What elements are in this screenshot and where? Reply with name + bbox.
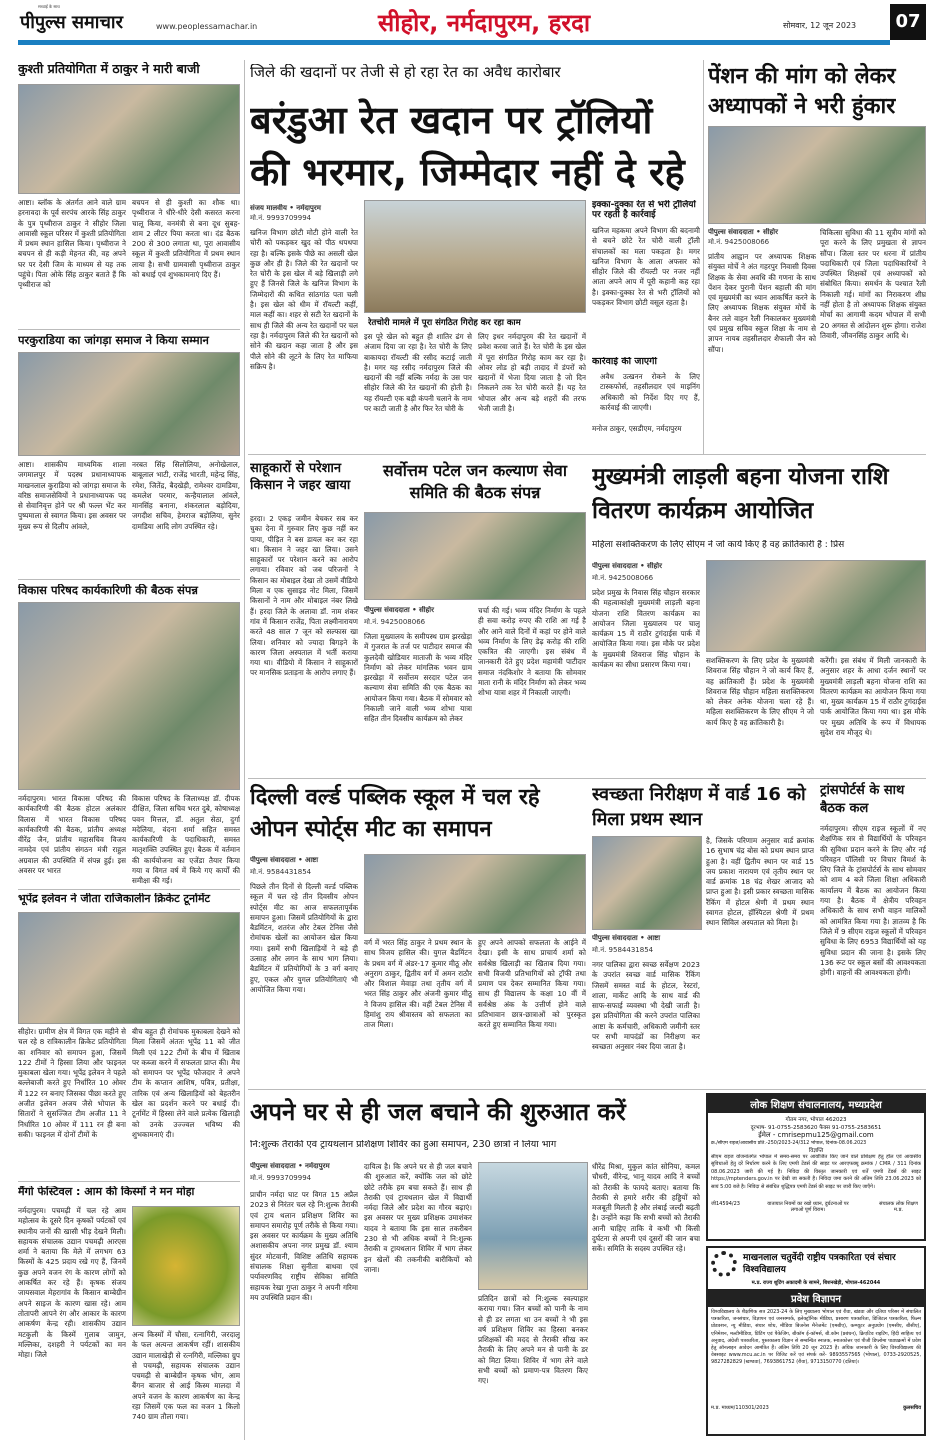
body-pension-2: चिकित्सा सुविधा की 11 सूत्रीय मांगों को पूरा करने के लिए प्रमुखता से ज्ञापन सौंपा। जिला स्तर पर धरना में प्रांतीय पदाधिकारी एवं जिला पदाधिकारियों ने उपस्थित शिक्षकों एवं अध्यापकों को संबोधित किया। समर्थन के पश्चात रैली निकाली गई। मांगों का निराकरण शीघ्र नहीं होता है तो अध्यापक शिक्षक संयुक्त मोर्चा का आगामी कदम भोपाल में सभी 20 अगस्त से आंदोलन शुरू होगा। राजेश तिवारी, जीवनसिंह ठाकुर आदि थे। bbox=[820, 228, 926, 340]
quote-by-ret: मनोज ठाकुर, एसडीएम, नर्मदापुरम bbox=[592, 424, 682, 433]
body-mango-1: नर्मदापुरम। पचमढ़ी में चल रहे आम महोत्सव के दूसरे दिन कृषकों पर्यटकों एवं स्थानीय जनों की खासी भीड़ देखने मिली। सहायक संचालक उद्यान पचमढ़ी आरएस शर्मा ने बताया कि मेले में लगभग 63 किस्मों के 425 प्रदाय रखे गए हैं, जिनमें कुछ अपने वजन रंग के कारण लोगों को आकर्षित कर रहे हैं। कृषक संजय जायसवाल मेहरागांव के किसान बाम्बेग्रीन अपने साइज के कारण खास रहे। आम तोतापरी आपने रंग और आकार के कारण आकर्षण केन्द्र रही। शासकीय उद्यान मटकुली के किस्में गुलाब जामुन, मल्लिका, दशहरी ने पर्यटकों का मन मोहा। जिले bbox=[18, 1206, 126, 1360]
body-swachhata-2: है, जिसके परिणाम अनुसार वार्ड क्रमांक 16 सुभाष चंद्र बोस को प्रथम स्थान प्राप्त हुआ है। वहीं द्वितीय स्थान पर वार्ड 15 जय प्रकाश नारायण एवं तृतीय स्थान पर वार्ड क्रमांक 18 चंद्र शेखर आजाद को प्राप्त हुआ है। इसी प्रकार स्वच्छता मासिक रैंकिंग में होटल श्रेणी में प्रथम स्थान स्वागत होटल, हॉस्पिटल श्रेणी में प्रथम स्थान सिविल अस्पताल को मिला है। bbox=[706, 836, 814, 928]
logo-tagline: सच्चाई के साथ bbox=[38, 4, 60, 9]
byline-samiti: पीपुल्स संवाददाता • सीहोर bbox=[364, 606, 434, 614]
body-kisan: हरदा। 2 एकड़ जमीन बेचकर सब कर चुका देना में गुरुवार लिए कुछ नहीं कर पाया, पीड़ित ने बस डायल कर कर रहा था। किसान ने जहर खा लिया। उसने साहूकारों पर परेशान करने का आरोप लगाया। रविवार को जब परिजनों ने किसान का मोबाइल देखा तो उसमें वीडियो मिला व एक सुसाइड नोट मिला, जिसमें किसानों ने नाम और मोबाइल नंबर लिखे हैं। हरदा जिले के अलावा डॉ. नाम शंकर गांव में किसान राजेंद्र, पिता लक्ष्मीनारायण करते 48 साल 7 जून को सल्फास खा लिया। शनिवार को ज्यादा बिगड़ने के कारण जिला अस्पताल में भर्ती कराया गया था। वीडियो में किसान ने साहूकारों पर मानसिक प्रताड़ना के आरोप लगाए हैं। bbox=[250, 514, 358, 678]
phone-ladli: मो.नं. 9425008066 bbox=[592, 574, 654, 582]
ad-address: म.प्र. राज्य शूटिंग अकादमी के सामने, बिशनखेड़ी, भोपाल-462044 bbox=[751, 1280, 881, 1286]
ad-mcu[interactable] bbox=[706, 1246, 926, 1436]
phone-ret: मो.नं. 9993709994 bbox=[250, 214, 312, 222]
body-ret-1: खनिज विभाग छोटी मोटी होने वाली रेत चोरी को पकड़कर खुद को पीठ थपथपा रहा है। बल्कि इसके पीछे का असली खेल कुछ और ही है। जिले की रेत खदानों पर रेत चोरी के इस खेल में बड़े खिलाड़ी लगे हुए हैं जिनसे जिले के खनिज विभाग के जिम्मेदारों की कथित सांठगांठ पता चली है। इस खेल को धीम में रॉयल्टी कहीं, माल कहीं का। शहर से सटी रेत खदानों के साथ ही जिले की अन्य रेत खदानों पर चल रहा है। नर्मदापुरम जिले की रेत खदानों को सोने की खदान कहा जाता है और इस पीले सोने की लूटने के लिए रेत माफिया सक्रिय है। bbox=[250, 228, 358, 371]
body-pension-1: प्रांतीय आह्वान पर अध्यापक शिक्षक संयुक्त मोर्चे ने अंत गहरपुर निवासी दिवस शिक्षक के सेवा अवधि की गणना के साथ पेंशन देकर पुरानी पेंशन बहाली की मांग एवं मुख्यमंत्री का ध्यान आकर्षित करने के लिए अध्यापक शिक्षक संयुक्त मोर्चे के बैनर तले वाहन रैली निकालकर मुख्यमंत्री एवं प्रमुख सचिव स्कूल शिक्षा के नाम से ज्ञापन नायब तहसीलदार शैफाली जैन को सौंपा। bbox=[708, 252, 816, 354]
section-title: सीहोर, नर्मदापुरम, हरदा bbox=[378, 9, 591, 37]
headline-samiti: सर्वोत्तम पटेल जन कल्याण सेवा समिति की बैठक संपन्न bbox=[383, 461, 567, 502]
website[interactable]: www.peoplessamachar.in bbox=[156, 22, 258, 31]
body-jal-2: दायित्व है। कि अपने घर से ही जल बचाने की शुरुआत करें, क्योंकि जल को छोटे छोटे तरीके हम बचा सकते हैं। साथ ही तैराकी एवं ट्रायथलान खेल में विद्यार्थी नर्मदा जिले और प्रदेश का गौरव बढ़ाएं। इस अवसर पर मुख्य प्रशिक्षक उमाशंकर यादव ने बताया कि इस साल तकरीबन 230 से भी अधिक बच्चों ने नि:शुल्क तैराकी व ट्रायथलान शिविर में भाग लेकर इन खेलों की तकनीकी बारीकियों को जाना। bbox=[364, 1162, 472, 1274]
kicker-ret: जिले की खदानों पर तेजी से हो रहा रेत का अवैध कारोबार bbox=[250, 64, 561, 81]
ad-banner: प्रवेश विज्ञापन bbox=[708, 1289, 924, 1307]
quote-ret: अवैध उत्खनन रोकने के लिए टास्कफोर्स, तहसीलदार एवं माइनिंग अधिकारी को निर्देश दिए गए हैं, कार्रवाई की जाएगी। bbox=[600, 372, 700, 412]
headline-kisan: साहूकारों से परेशान किसान ने जहर खाया bbox=[250, 461, 351, 493]
ad-body: विश्वविद्यालय के शैक्षणिक सत्र 2023-24 के लिए मुख्यालय भोपाल एवं रीवा, खंडवा और दतिया परिसर में संचालित पत्रकारिता, जनसंचार, विज्ञापन एवं जनसम्पर्क, इलेक्ट्रॉनिक मीडिया, प्रसारण पत्रकारिता, डिजिटल पत्रकारिता, फिल्म प्रोडक्शन, न्यू मीडिया, संचार शोध, मीडिया बिजनेस मैनेजमेंट (एमबीए), कम्प्यूटर अनुप्रयोग (एमसीए, बीसीए), एनिमेशन, मल्टीमीडिया, प्रिंटिंग एवं पैकेजिंग, बीकॉम ई-कॉमर्स, बी.कॉम (प्रबंधन), क्रिएटिव राइटिंग, हिंदी साहित्य एवं अनुवाद, अंग्रेजी पत्रकारिता, पुस्तकालय विज्ञान से सम्बन्धित स्नातक, स्नातकोत्तर एवं पीजी डिप्लोमा पाठ्यक्रमों में प्रवेश हेतु ऑनलाइन आवेदन आमंत्रित हैं। अंतिम तिथि 20 जून 2023 है। अधिक जानकारी के लिए विश्वविद्यालय की वेबसाइट www.mcu.ac.in पर विजिट करें एवं संपर्क करें- 9893557565 (भोपाल), 0733-2920525, 9827282829 (खण्डवा), 7693861752 (रीवा), 9713150770 (दतिया)। bbox=[711, 1309, 921, 1366]
body-cricket-2: बीच बहुत ही रोमांचक मुकाबला देखने को मिला जिसमें अंततः भूपेंद्र 11 को जीत मिली एवं 122 टीमों के बीच में खिताब पर कब्जा करने में सफलता प्राप्त की। मैच को समापन पर भूपेंद्र फौजदार ने अपने टीम के कप्तान आशिष, पवित्र, प्रतीक्षा, तारिक एवं अन्य खिलाड़ियों को बेहतरीन खेल का प्रदर्शन करने पर बधाई दी। टूर्नामेंट में हिस्सा लेने वाले प्रत्येक खिलाड़ी को उनके उज्ज्वल भविष्य की शुभकामनाएं दी। bbox=[132, 1027, 240, 1139]
ad-sign: कुलसचिव bbox=[903, 1405, 921, 1411]
headline-ladli: मुख्यमंत्री लाड़ली बहना योजना राशि वितरण कार्यक्रम आयोजित bbox=[592, 464, 889, 524]
phone-swachhata: मो.नं. 9584431854 bbox=[592, 946, 654, 954]
photo-ret bbox=[364, 200, 586, 313]
body-ret-3: लिए इधर नर्मदापुरम की रेत खदानों में प्रवेश करवा जाते हैं। रेत चोरी के इस खेल में पूरा संगठित गिरोह काम कर रहा है। ओवर लोड हो बड़ी तादाद में डंपरों को खदानों में भेजा दिया जाता है जो दिन निकलने तक रेत चोरी करते हैं। यह रेत भोपाल और अन्य बड़े शहरों की तरफ भेजी जाती है। bbox=[478, 332, 586, 414]
body-vikas-1: नर्मदापुरम। भारत विकास परिषद की कार्यकारिणी की बैठक होटल अलंकार विलास में भारत विकास परिषद कार्यकारिणी की बैठक, प्रांतीय अध्यक्ष वीरेंद्र जैन, प्रांतीय महासचिव विजय नामदेव एवं प्रांतीय संगठन मंत्री राहुल अग्रवाल की उपस्थिति में संपन्न हुई। इस अवसर पर भारत bbox=[18, 794, 126, 876]
body-kushti-1: आष्टा। ब्लॉक के अंतर्गत आने वाले ग्राम हरनावदा के पूर्व सरपंच आरके सिंह ठाकुर के पुत्र पृथ्वीराज ठाकुर ने सीहोर जिला आवासी स्कूल परिसर में कुश्ती प्रतियोगिता में प्रथम स्थान हासिल किया। पृथ्वीराज ने बचपन से ही कड़ी मेहनत की, वह अपने घर पर देसी जिम के माध्यम से यह तक पहुंचे। पिता ओके सिंह ठाकुर बताते हैं कि पृथ्वीराज को bbox=[18, 198, 126, 290]
divider bbox=[18, 329, 240, 330]
headline-school: दिल्ली वर्ल्ड पब्लिक स्कूल में चल रहे ओपन स्पोर्ट्स मीट का समापन bbox=[250, 785, 540, 842]
body-vikas-2: विकास परिषद के जिलाध्यक्ष डॉ. दीपक दीक्षित, जिला सचिव भरत दुबे, कोषाध्यक्ष पवन मित्तल, डॉ. अतुल सेठा, दुर्गा मदेलिया, वंदना शर्मा सहित समस्त कार्यकारिणी के पदाधिकारी, समस्त मातृशक्ति उपस्थित हुए। बैठक में वर्तमान की कार्ययोजना का एजेंडा तैयार किया गया व विगत वर्ष में किये गए कार्यों की समीक्षा की गई। bbox=[132, 794, 240, 886]
body-samiti-2: चर्चा की गई। भव्य मंदिर निर्माण के पहले ही सवा करोड़ रुपए की राशि आ गई है और आने वाले दिनों में कहां पर होने वाले भव्य निर्माण के लिए डेढ़ करोड़ की राशि एकत्रित की जाएगी। इस संबंध में जानकारी देते हुए प्रदेश महामंत्री पाटीदार समाज नंदकिशोर ने बताया कि सोमवार माता रानी के मंदिर निर्माण को लेकर भव्य शोभा यात्रा शहर में निकाली जाएगी। bbox=[478, 606, 586, 698]
body-ret-4: खनिज महकमा अपने विभाग की बदनामी से बचने छोटे रेत चोरी वाली ट्रॉली संचालकों का मला पकड़ता है। मगर खनिज विभाग के आला अफसर को सीहोर जिले की रॉयल्टी पर नजर नहीं आता अपने आप में पूरी कहानी कह रहा है। इक्का-दुक्का रेत से भरी ट्रॉलियों को पकड़कर विभाग छोटी वसूल रहता है। bbox=[592, 226, 700, 308]
photo-kushti bbox=[18, 84, 240, 194]
divider bbox=[248, 454, 926, 455]
body-school-1: पिछले तीन दिनों से दिल्ली वर्ल्ड पब्लिक स्कूल में चल रहे तीन दिवसीय ओपन स्पोर्ट्स मीट का आज सफलतापूर्वक समापन हुआ। जिसमें प्रतियोगियों के द्वारा बैडमिंटन, शतरंज और टेबल टेनिस जैसे रोमांचक खेलों का आयोजन खेल किया गया। इसमें सभी खिलाड़ियों ने बड़े ही उत्साह और लगन के साथ भाग लिया। बैडमिंटन में प्रतियोगियों के 3 वर्ग बनाए हुए, एकल और युगल प्रतियोगिताएं भी आयोजित किया गया। bbox=[250, 882, 358, 994]
body-jal-3: प्रतिदिन छात्रों को नि:शुल्क स्वल्पाहार कराया गया। जिन बच्चों को पानी के नाम से ही डर लगता था उन बच्चों ने भी इस वर्ष प्रशिक्षण शिविर का हिस्सा बनकर प्रशिक्षकों की मदद से तैराकी सीख कर तैराकी के लिए अपने मन से पानी के डर को मिटा लिया। शिविर में भाग लेने वाले सभी बच्चों को प्रमाण-पत्र वितरण किए गए। bbox=[478, 1294, 588, 1386]
headline-transport: ट्रांसपोर्टर्स के साथ बैठक कल bbox=[820, 783, 905, 816]
headline-ret: बरंडुआ रेत खदान पर ट्रॉलियों की भरमार, जिम्मेदार नहीं दे रहे bbox=[250, 98, 685, 194]
phone-jal: मो.नं. 9993709994 bbox=[250, 1174, 312, 1182]
ad-label: विज्ञप्ति bbox=[808, 1148, 824, 1154]
body-kushti-2: बचपन से ही कुश्ती का शौक था। पृथ्वीराज ने धीरे-धीरे देसी कसरत करना चालू किया, वनमंत्री से बना दूध सुबह-शाम 2 लीटर पिया करता था। दंड बैठक 200 से 300 लगाता था, पूरा आवासीय स्कूल में कुश्ती प्रतियोगिता में प्रथम स्थान लाया है। सभी ग्रामवासी पृथ्वीराज ठाकुर को बधाई एवं शुभकामनाएं दिए हैं। bbox=[132, 198, 240, 280]
divider bbox=[248, 1089, 926, 1090]
body-jangra-1: आष्टा। शासकीय माध्यमिक शाला जगमालपुर में पदस्थ प्रधानाध्यापक माखनलाल कुराडिया को जांगड़ा समाज के वरिष्ठ समाजसेवियों ने प्रधानाध्यापक पद से सेवानिवृत्त होने पर श्री फल्ल भेंट कर पुष्पमाला से स्वागत किया। इस अवसर पर मुख्य रूप से दिलीप आंवले, bbox=[18, 460, 126, 531]
ad-address: गौतम नगर, भोपाल 462023 bbox=[785, 1117, 847, 1123]
caption-ret: रेतचोरी मामले में पूरा संगठित गिरोह कर रहा काम bbox=[368, 318, 521, 328]
ad-code: जी14594/23 bbox=[711, 1201, 740, 1207]
byline-school: पीपुल्स संवाददाता • आष्टा bbox=[250, 856, 319, 864]
headline-kushti: कुश्ती प्रतियोगिता में ठाकुर ने मारी बाजी bbox=[18, 62, 200, 76]
ad-phone: दूरभाष- 91-0755-2583620 फैक्स 91-0755-2583651 bbox=[750, 1125, 882, 1131]
subhead-jal: नि:शुल्क तैराकी एवं ट्रायथलान प्रशिक्षण शिविर का हुआ समापन, 230 छात्रों ने लिया भाग bbox=[250, 1140, 557, 1150]
headline-jal: अपने घर से ही जल बचाने की शुरुआत करें bbox=[250, 1098, 626, 1126]
body-ret-2: इस पूरे खेल को बहुत ही शातिर ढंग से अंजाम दिया जा रहा है। रेत चोरी के लिए बाकायदा रॉयल्टी की रसीद कटाई जाती है। मगर यह रसीद नर्मदापुरम जिले की खदानों की नहीं बल्कि नर्मदा के उस पार सीहोर जिले की रेत खदानों की होती है। यह रॉयल्टी एक बड़ी कंपनी चलाने के नाम पर काटी जाती है और फिर रेत चोरी के bbox=[364, 332, 472, 414]
divider bbox=[18, 1181, 240, 1182]
photo-pension bbox=[708, 126, 926, 224]
byline-ret: संजय मालवीय • नर्मदापुरम bbox=[250, 204, 321, 212]
photo-jal bbox=[478, 1162, 588, 1290]
ad-code: म.प्र. माध्यम/110301/2023 bbox=[711, 1405, 769, 1411]
phone-samiti: मो.नं. 9425008066 bbox=[364, 618, 426, 626]
divider bbox=[18, 889, 240, 890]
body-jangra-2: नरबत सिंह सिलोलिया, अनोखेलाल, बाबूलाल भाटी, राजेंद्र भारती, महेन्द्र सिंह, रमेश, जितेंद्र, बैदखेड़ी, रामेश्वर दामडिया, कमलेश परमार, कन्हैयालाल आंवले, मानसिंह बनाना, शंकरलाल बड़ोदिया, जगदीश सचिव, हेमराज बड़ोलिया, सुनेर दामडिया आदि लोग उपस्थित रहे। bbox=[132, 460, 240, 531]
byline-jal: पीपुल्स संवाददाता • नर्मदापुरम bbox=[250, 1162, 330, 1170]
masthead-rule bbox=[18, 40, 890, 45]
photo-mango bbox=[132, 1206, 240, 1326]
body-school-2: वर्ग में भरत सिंह ठाकुर ने प्रथम स्थान के साथ विजय हासिल की। युगल बैडमिंटन के प्रथम वर्ग में अंडर-17 कुमार मीठू और अनुराग ठाकुर, द्वितीय वर्ग में अमन राठौर और विशाल मेवाड़ा तथा तृतीय वर्ग में भरत सिंह ठाकुर और अंजनी कुमार मीठू ने विजय हासिल की। वहीं टेबल टेनिस में हिमांशु राय श्रीवास्तव को सफलता का ताज मिला। bbox=[364, 938, 472, 1030]
page-number: 07 bbox=[890, 4, 926, 40]
column-divider bbox=[244, 60, 245, 1440]
photo-cricket bbox=[18, 912, 240, 1024]
photo-swachhata bbox=[592, 836, 702, 930]
headline-swachhata: स्वच्छता निरीक्षण में वार्ड 16 को मिला प्रथम स्थान bbox=[592, 784, 806, 830]
byline-pension: पीपुल्स संवाददाता • सीहोर bbox=[708, 228, 778, 236]
university-emblem-icon bbox=[711, 1251, 737, 1277]
ad-slogan: यातायात नियमों का रखो ध्यान, दुर्घटनाओं पर लगाओ पूर्ण विराम। bbox=[767, 1201, 849, 1213]
photo-ladli bbox=[706, 560, 926, 652]
phone-school: मो.नं. 9584431854 bbox=[250, 868, 312, 876]
headline-mango: मैंगो फेस्टिवल : आम की किस्मों ने मन मोहा bbox=[18, 1186, 195, 1198]
headline-vikas: विकास परिषद कार्यकारिणी की बैठक संपन्न bbox=[18, 584, 198, 597]
ad-title: माखनलाल चतुर्वेदी राष्ट्रीय पत्रकारिता एवं संचार विश्वविद्यालय bbox=[743, 1253, 896, 1275]
logo[interactable]: पीपुल्स समाचार bbox=[20, 12, 123, 33]
ad-lok-shikshan[interactable] bbox=[706, 1093, 926, 1241]
ad-ref: क्र./सीएम राइज/आवासीय प्रति.-250/2023-24/312 भोपाल, दिनांक-08.06.2023 bbox=[711, 1141, 867, 1146]
column-divider bbox=[703, 60, 704, 455]
body-jal-4: धीरेंद्र मिश्रा, मुकुल कांत सोनिया, कमल चौधरी, वीरेन्द्र, भानू यादव आदि ने बच्चों को तैराकी के फायदे बताए। बताया कि तैराकी से हमारे शरीर की हड्डियों को मजबूती मिलती है और लंबाई जल्दी बढ़ती है। उन्होंने कहा कि सभी बच्चों को तैराकी आनी चाहिए ताकि वे कभी भी किसी दुर्घटना से अपनी एवं दूसरों की जान बचा सकें। समिति के सदस्य उपस्थित रहे। bbox=[592, 1162, 700, 1254]
body-ladli-1: प्रदेश प्रमुख के निवास सिंह चौहान सरकार की महत्वाकांक्षी मुख्यमंत्री लाड़ली बहना योजना राशि वितरण कार्यक्रम का आयोजन जिला मुख्यालय पर चालू कार्यक्रम 15 में राठौर टुगंदाईस पार्क में आयोजित किया गया। इस मौके पर प्रदेश के मुख्यमंत्री शिवराज सिंह चौहान के कार्यक्रम का सीधा प्रसारण किया गया। bbox=[592, 588, 700, 670]
body-ladli-3: करेंगी। इस संबंध में मिली जानकारी के अनुसार शहर के आधा दर्जन स्थानों पर मुख्यमंत्री लाड़ली बहना योजना राशि का वितरण कार्यक्रम का आयोजन किया गया था, मुख्य कार्यक्रम 15 में राठौर टुगंदाईस पार्क आयोजित किया गया था। इस मौके पर मुख्य अतिथि के रूप में विधायक सुदेश राय मौजूद थे। bbox=[820, 656, 926, 738]
body-school-3: हुए अपने आपको सफलता के आईने में देखा। इसी के साथ प्राचार्य शर्मा को सर्वश्रेष्ठ खिलाड़ी का खिताब दिया गया। सभी विजयी प्रतिभागियों को ट्रॉफी तथा प्रमाण पत्र देकर सम्मानित किया गया। साथ ही विद्यालय के कक्षा 10 वीं में सर्वश्रेष्ठ अंक के उत्तीर्ण होने वाले प्रतिभावान छात्र-छात्राओं को पुरस्कृत करते हुए सम्मानित किया गया। bbox=[478, 938, 586, 1030]
ad-email[interactable]: ईमेल - cmrisepmu125@gmail.com bbox=[758, 1131, 874, 1139]
headline-jangra: परकुराडिया का जांगड़ा समाज ने किया सम्मान bbox=[18, 334, 209, 347]
divider bbox=[248, 778, 926, 779]
ad-sign: संचालक लोक शिक्षण म.प्र. bbox=[879, 1201, 918, 1213]
body-swachhata-1: नगर पालिका द्वारा स्वच्छ सर्वेक्षण 2023 के उपरांत स्वच्छ वार्ड मासिक रैंकिंग जिसमें समस्त वार्ड के होटल, रेस्टरां, शाला, मार्केट आदि के साथ वार्ड की साफ-सफाई व्यवस्था भी देखी जाती है। इस प्रतियोगिता की करने उपरांत पालिका आष्टा के कर्मचारी, अधिकारी जमीनी स्तर पर सभी मापदंडों का निरीक्षण कर स्वच्छता अनुसार नंबर दिया जाता है। bbox=[592, 960, 700, 1052]
photo-school bbox=[364, 854, 586, 934]
byline-ladli: पीपुल्स संवाददाता • सीहोर bbox=[592, 562, 662, 570]
masthead bbox=[18, 4, 926, 44]
body-jal-1: प्राचीन नर्मदा घाट पर विगत 15 अप्रैल 2023 से निरंतर चल रहे नि:शुल्क तैराकी एवं ट्राय थलान प्रशिक्षण शिविर का समापन समारोह पूर्ण तरीके से किया गया। इस अवसर पर कार्यक्रम के मुख्य अतिथि अशासकीय अपना नगर प्रमुख डॉ. श्याम सुंदर मोटवानी, विशिष्ट अतिथि सहायक संचालक शिक्षा सुनीता बाथवा एवं पर्यावरणविद राष्ट्रीय सेविका समिति सहायक रेखा गुप्ता ठाकुर ने अपनी गरिमा मय उपस्थिति प्रदान की। bbox=[250, 1190, 358, 1302]
subhead-ret-2: कार्रवाई की जाएगी bbox=[592, 357, 657, 367]
photo-jangra bbox=[18, 352, 240, 456]
body-samiti-1: जिला मुख्यालय के समीपस्थ ग्राम झरखेड़ा में गुजरात के तर्ज पर पाटीदार समाज की कुलदेवी खोडियार माताजी के भव्य मंदिर निर्माण को लेकर मांगलिक भवन ग्राम झरखेड़ा में सर्वोत्तम सरदार पटेल जन कल्याण सेवा समिति की एक बैठक का आयोजन किया गया। बैठक में सोमवार को निकाली जाने वाली भव्य शोभा यात्रा सहित तीन दिवसीय कार्यक्रम को लेकर bbox=[364, 632, 472, 724]
headline-cricket: भूपेंद्र इलेवन ने जीता राजिकालीन क्रिकेट टूर्नामेंट bbox=[18, 893, 211, 905]
subhead-ladli: महिला सशक्तिकरण के लिए सीएम ने जो कार्य किए है वह क्रांतिकारी है : प्रिंस bbox=[592, 540, 845, 550]
body-mango-2: अन्य किस्मों में चौसा, रत्नागिरी, जरदालू के फल अत्यन्त आकर्षण रहीं। शासकीय उद्यान मालाखेड़ी से रत्नगिरी, मल्लिका ग्रुप से पचमढ़ी, सहायक संचालक उद्यान पचमढ़ी से बाम्बेग्रीन कृषक भोग, आम बैंगन बाजार से आई किस्म मालदा में अपने वजन के कारण आकर्षण का केन्द्र रहा जिसमें एक फल का वजन 1 किलो 740 ग्राम तौला गया। bbox=[132, 1330, 240, 1422]
divider bbox=[18, 579, 240, 580]
photo-vikas bbox=[18, 602, 240, 790]
body-transport: नर्मदापुरम। सीएम राइज स्कूलों में नए शैक्षणिक सत्र से विद्यार्थियों के परिवहन की सुविधा प्रदान करने के लिए और नई परिवहन पॉलिसी पर विचार विमर्श के लिए जिले के ट्रांसपोर्टर्स के साथ सोमवार को शाम 4 बजे जिला शिक्षा अधिकारी कार्यालय में बैठक का आयोजन किया गया है। बैठक में क्षेत्रीय परिवहन अधिकारी के साथ सभी वाहन मालिकों को आमंत्रित किया गया है। ज्ञातव्य है कि जिले में 9 सीएम राइज स्कूलों में परिवहन सुविधा के लिए 6953 विद्यार्थियों को यह सुविधा प्रदान की जाना है। इसके लिए 136 रूट पर स्कूल बसों की आवश्यकता होगी। वाहनों की आवश्यकता होगी। bbox=[820, 824, 926, 978]
date: सोमवार, 12 जून 2023 bbox=[783, 21, 857, 30]
body-cricket-1: सीहोर। ग्रामीण क्षेत्र में विगत एक महीने से चल रहे 8 रात्रिकालीन क्रिकेट प्रतियोगिता का शनिवार को समापन हुआ, जिसमें 122 टीमों ने हिस्सा लिया और फाइनल मुकाबला खेला गया। भूपेंद्र इलेवन ने पहले बल्लेबाजी करते हुए निर्धारित 10 ओवर में 122 रन बनाए जिसका पीछा करते हुए अजीत इलेवन अजय जैसे भोपाल के सितारों ने सुसज्जित टीम अजीत 11 ने निर्धारित 10 ओवर में 111 रन ही बना सकी। फाइनल में दोनों टीमों के bbox=[18, 1027, 126, 1139]
subhead-ret: इक्का-दुक्का रेत से भरी ट्रॉलियों पर रहती है कार्रवाई bbox=[592, 200, 696, 221]
byline-swachhata: पीपुल्स संवाददाता • आष्टा bbox=[592, 934, 661, 942]
photo-samiti bbox=[364, 512, 586, 600]
headline-pension: पेंशन की मांग को लेकर अध्यापकों ने भरी हुंकार bbox=[708, 64, 896, 119]
phone-pension: मो.नं. 9425008066 bbox=[708, 238, 770, 246]
ad-title: लोक शिक्षण संचालनालय, मध्यप्रदेश bbox=[708, 1095, 924, 1113]
ad-body: सीएम राइज योजनांतर्गत भोपाल में समय-समय पर आयोजित किए जाने वाले प्रशिक्षण हेतु हॉल एवं आवासीय सुविधाओं हेतु दरें निर्धारण करने के लिए एमपी टेंडर्स की साइट पर आरएफक्यू क्रमांक / CMR / 311 दिनांक 08.06.2023 जारी की गई है। निविदा की विस्तृत जानकारी एवं शर्तें एमपी टेंडर्स की साइट https://mptenders.gov.in पर देखी जा सकती है। निविदा जमा करने की अंतिम तिथि 23.06.2023 को सायं 5:00 बजे है। निविदा से संबंधित शुद्धिपत्र एमपी टेंडर्स की साइट पर जारी किए जाएँगे। bbox=[711, 1154, 921, 1190]
body-ladli-2: सशक्तिकरण के लिए प्रदेश के मुख्यमंत्री शिवराज सिंह चौहान ने जो कार्य किए हैं, वह क्रांतिकारी हैं। प्रदेश के मुख्यमंत्री शिवराज सिंह चौहान महिला सशक्तिकरण को लेकर अनेक योजना चला रहे हैं। महिला सशक्तिकरण के लिए सीएम ने जो कार्य किए है वह क्रांतिकारी है। bbox=[706, 656, 814, 727]
